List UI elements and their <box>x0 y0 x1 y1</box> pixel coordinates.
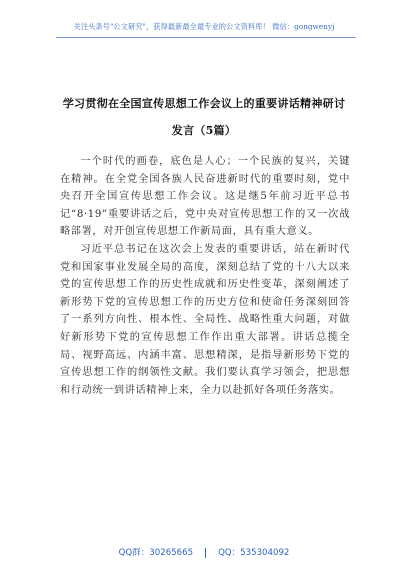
header-divider <box>56 37 356 38</box>
footer-contact <box>0 546 408 558</box>
footer-qq: QQ：535304092 <box>218 548 290 558</box>
document-subtitle: 发言（5篇） <box>171 124 237 137</box>
body-paragraph-1: 一个时代的画卷，底色是人心；一个民族的复兴，关键在精神。在全党全国各族人民奋进新时代的重要时刻，党中央召开全国宣传思想工作会议。这是继5年前习近平总书记“8·19”重要讲话之后，党中央对宣传思想工作的又一次战略部署，对开创宣传思想工作新局面，具有重大意义。 <box>60 156 350 238</box>
document-title: 学习贯彻在全国宣传思想工作会议上的重要讲话精神研讨 <box>62 97 346 110</box>
body-paragraph-2: 习近平总书记在这次会上发表的重要讲话，站在新时代党和国家事业发展全局的高度，深刻总结了党的十八大以来党的宣传思想工作的历史性成就和历史性变革，深刻阐述了新形势下党的宣传思想工作的历史方位和使命任务深刻回答了一系列方向性、根本性、全局性、战略性重大问题，对做好新形势下党的宣传思想工作作出重大部署。讲话总揽全局、视野高远、内涵丰富、思想精深，是指导新形势下党的宣传思想工作的纲领性文献。我们要认真学习领会，把思想和行动统一到讲话精神上来，全力以赴抓好各项任务落实。 <box>60 243 350 396</box>
document-body <box>60 153 350 399</box>
footer-separator <box>205 548 206 558</box>
header-promo-note: 关注头条号"公文研究"，获得最新最全最专业的公文资料库！ 微信：gongwenyj <box>73 22 335 31</box>
footer-qq-group: QQ群：30265665 <box>118 548 194 558</box>
